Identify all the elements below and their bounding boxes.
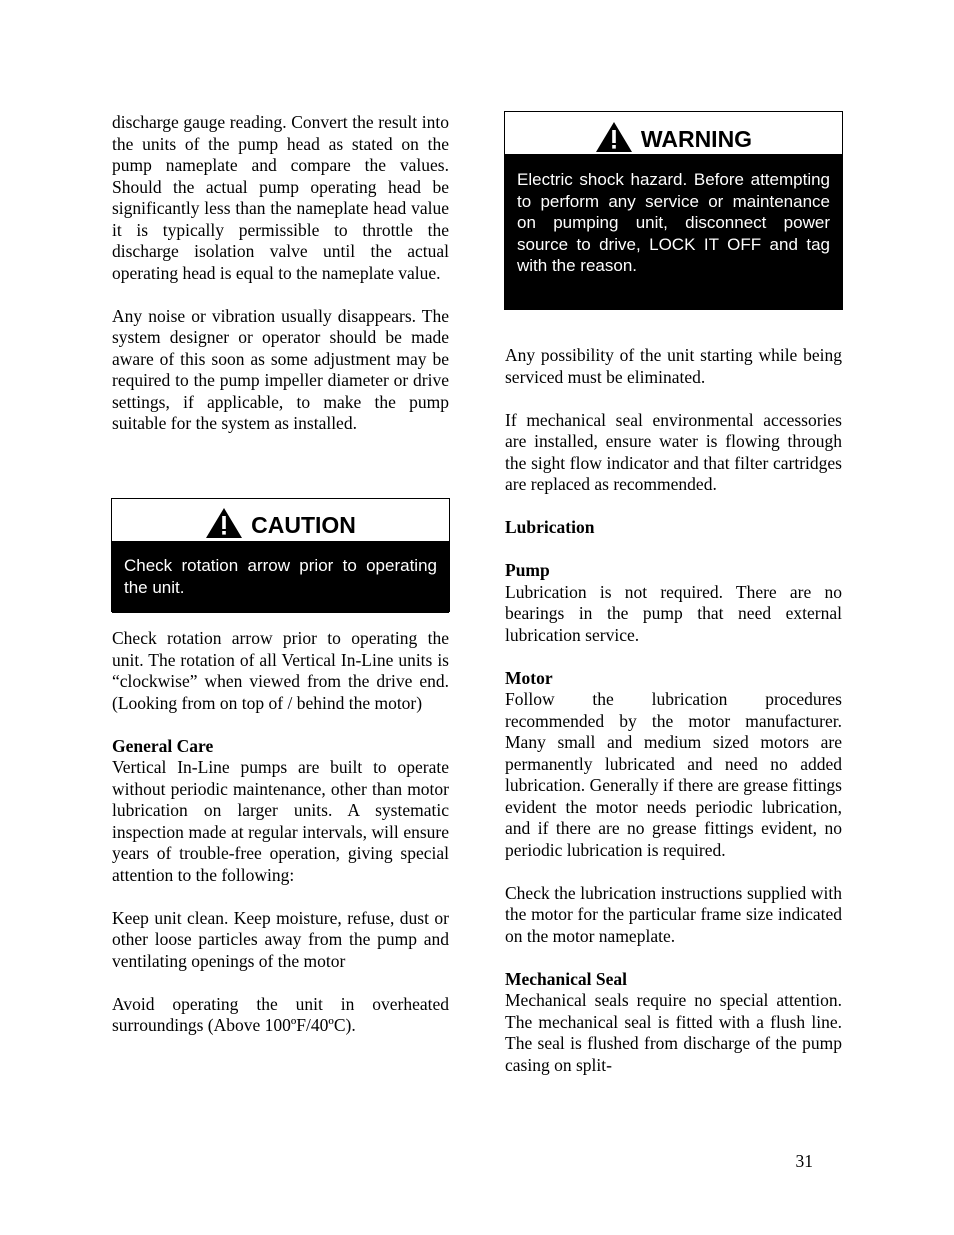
paragraph-gauge-reading: discharge gauge reading. Convert the result into the units of the pump head as stated on the pump nameplate and compare the values. Should the actual pump operating head be significantly less than the nameplate head value it is typically permissible to throttle the discharge isolation valve until the actual operating head is equal to the nameplate value. bbox=[112, 112, 449, 283]
paragraph-mechanical-seal: Mechanical seals require no special attention. The mechanical seal is fitted with a flush line. The seal is flushed from discharge of the pump casing on split- bbox=[505, 990, 842, 1075]
caution-header bbox=[112, 499, 449, 541]
paragraph-keep-clean: Keep unit clean. Keep moisture, refuse, dust or other loose particles away from the pump and ventilating openings of the motor bbox=[112, 907, 449, 971]
paragraph-lubrication-instructions: Check the lubrication instructions supplied with the motor for the particular frame size indicated on the motor nameplate. bbox=[505, 882, 842, 946]
paragraph-rotation: Check rotation arrow prior to operating the unit. The rotation of all Vertical In-Line units is “clockwise” when viewed from the drive end. (Looking from on top of / behind the motor) bbox=[112, 628, 449, 713]
caution-box bbox=[111, 498, 450, 612]
heading-motor: Motor bbox=[505, 667, 553, 688]
heading-lubrication: Lubrication bbox=[505, 517, 595, 537]
warning-triangle-icon bbox=[595, 121, 633, 153]
warning-triangle-icon bbox=[205, 507, 243, 539]
paragraph-pump-lubrication: Lubrication is not required. There are no bearings in the pump that need external lubrication service. bbox=[505, 581, 842, 645]
caution-title: CAUTION bbox=[251, 512, 356, 538]
left-column bbox=[112, 112, 449, 435]
warning-text: Electric shock hazard. Before attempting to perform any service or maintenance on pumping unit, disconnect power source to drive, LOCK IT OFF and tag with the reason. bbox=[505, 154, 842, 310]
paragraph-seal-accessories: If mechanical seal environmental accessories are installed, ensure water is flowing through the sight flow indicator and that filter cartridges are replaced as recommended. bbox=[505, 409, 842, 494]
paragraph-general-care: Vertical In-Line pumps are built to operate without periodic maintenance, other than motor lubrication on larger units. A systematic inspection made at regular intervals, will ensure years of trouble-free operation, giving special attention to the following: bbox=[112, 757, 449, 885]
warning-title: WARNING bbox=[640, 126, 753, 152]
warning-header bbox=[505, 112, 842, 154]
paragraph-avoid-overheat: Avoid operating the unit in overheated surroundings (Above 100ºF/40ºC). bbox=[112, 993, 449, 1035]
heading-pump: Pump bbox=[505, 560, 550, 580]
page-number: 31 bbox=[795, 1151, 813, 1171]
caution-text: Check rotation arrow prior to operating the unit. bbox=[112, 541, 449, 613]
paragraph-motor-lubrication: Follow the lubrication procedures recommended by the motor manufacturer. Many small and medium sized motors are permanently lubricated and need no added lubrication. Generally if there are grease fittings evident the motor needs periodic lubrication, and if there are no grease fittings evident, no periodic lubrication is required. bbox=[505, 689, 842, 860]
right-column bbox=[505, 345, 842, 1076]
warning-box bbox=[504, 111, 843, 310]
paragraph-unit-starting: Any possibility of the unit starting while being serviced must be eliminated. bbox=[505, 345, 842, 387]
heading-general-care: General Care bbox=[112, 735, 214, 756]
paragraph-noise-vibration: Any noise or vibration usually disappears. The system designer or operator should be made aware of this soon as some adjustment may be required to the pump impeller diameter or drive settings, if applicable, to make the pump suitable for the system as installed. bbox=[112, 305, 449, 433]
left-column-lower bbox=[112, 628, 449, 1037]
heading-mechanical-seal: Mechanical Seal bbox=[505, 968, 627, 989]
